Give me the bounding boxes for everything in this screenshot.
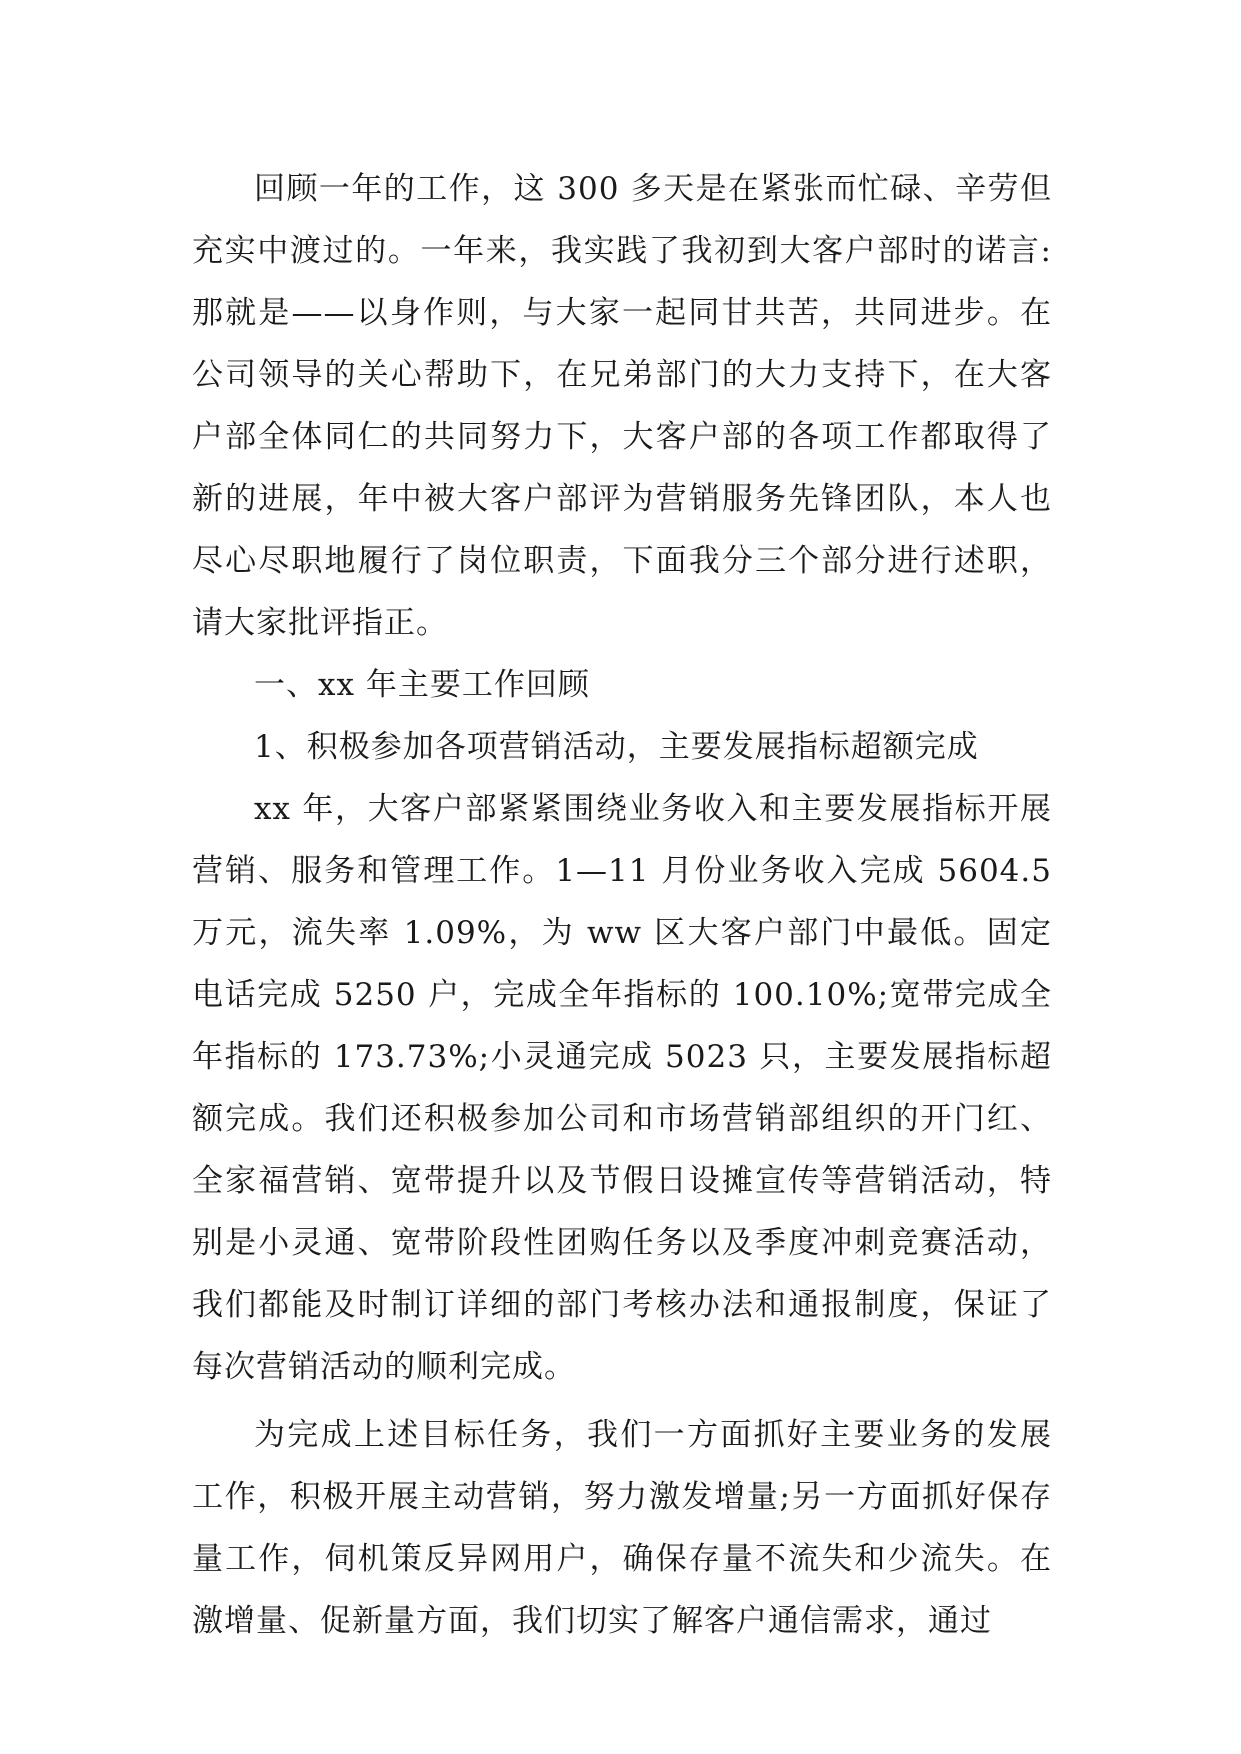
document-body (192, 158, 1052, 1652)
paragraph-measures: 为完成上述目标任务，我们一方面抓好主要业务的发展工作，积极开展主动营销，努力激发增量;另一方面抓好保存量工作，伺机策反异网用户，确保存量不流失和少流失。在激增量、促新量方面，我们切实了解客户通信需求，通过 (192, 1417, 1052, 1639)
section-heading: 一、xx 年主要工作回顾 (254, 667, 590, 703)
paragraph-results: xx 年，大客户部紧紧围绕业务收入和主要发展指标开展营销、服务和管理工作。1—11 月份业务收入完成 5604.5 万元，流失率 1.09%，为 ww 区大客户部门中最低。固定电话完成 5250 户，完成全年指标的 100.10%;宽带完成全年指标的 173.73%;小灵通完成 5023 只，主要发展指标超额完成。我们还积极参加公司和市场营销部组织的开门红、全家福营销、宽带提升以及节假日设摊宣传等营销活动，特别是小灵通、宽带阶段性团购任务以及季度冲刺竞赛活动，我们都能及时制订详细的部门考核办法和通报制度，保证了每次营销活动的顺利完成。 (192, 791, 1052, 1385)
subsection-heading: 1、积极参加各项营销活动，主要发展指标超额完成 (254, 729, 979, 765)
paragraph-intro: 回顾一年的工作，这 300 多天是在紧张而忙碌、辛劳但充实中渡过的。一年来，我实践了我初到大客户部时的诺言:那就是——以身作则，与大家一起同甘共苦，共同进步。在公司领导的关心帮助下，在兄弟部门的大力支持下，在大客户部全体同仁的共同努力下，大客户部的各项工作都取得了新的进展，年中被大客户部评为营销服务先锋团队，本人也尽心尽职地履行了岗位职责，下面我分三个部分进行述职，请大家批评指正。 (192, 171, 1052, 641)
